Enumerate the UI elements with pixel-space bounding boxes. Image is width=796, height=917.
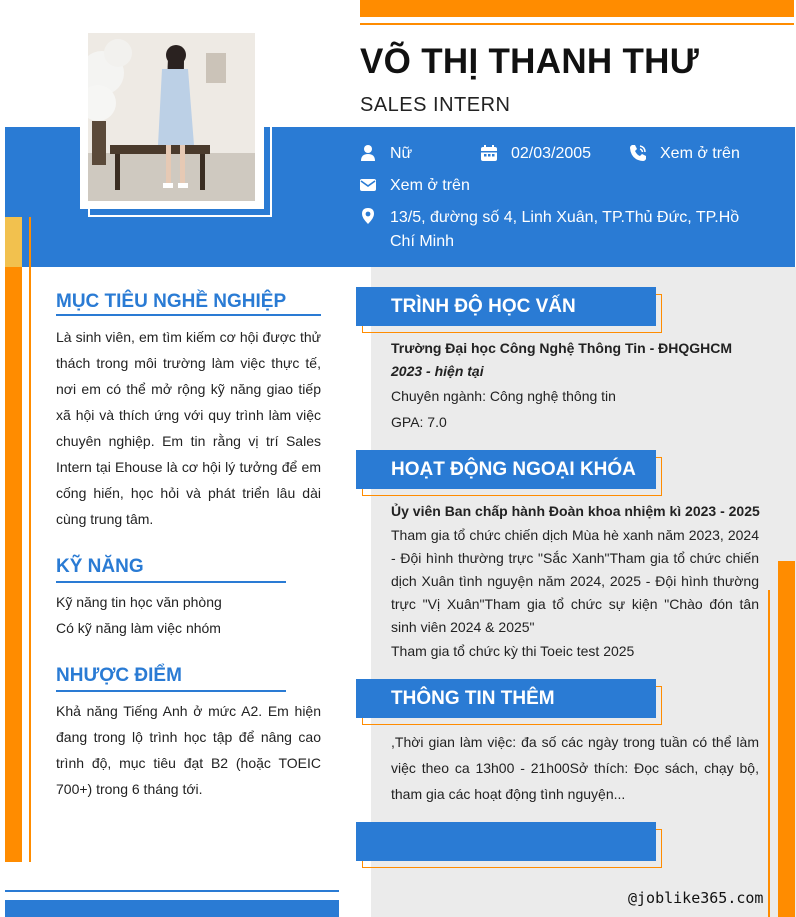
skills-underline [56,581,286,583]
activity-description: Tham gia tổ chức chiến dịch Mùa hè xanh năm 2023, 2024 - Đội hình thường trực "Sắc Xanh"Tham gia tổ chức chiến dịch Xuân tình nguyện năm 2024, 2025 - Đội hình thường trực "Vị Xuân"Tham gia tổ chức sự kiện "Chào đón tân sinh viên 2024 & 2025" [391,527,759,635]
education-heading: TRÌNH ĐỘ HỌC VẤN [391,296,576,317]
more-info-text: ,Thời gian làm việc: đa số các ngày trong tuần có thể làm việc theo ca 13h00 - 21h00Sở thích: Đọc sách, chạy bộ, tham gia các hoạt động tình nguyện... [391,734,759,802]
phone-value: Xem ở trên [660,145,740,162]
left-accent-line [29,217,31,862]
top-accent-bar [360,0,794,17]
activities-heading: HOẠT ĐỘNG NGOẠI KHÓA [391,459,636,480]
bottom-accent-line [5,890,339,892]
objective-heading: MỤC TIÊU NGHỀ NGHIỆP [56,291,287,312]
activity-extra: Tham gia tổ chức kỳ thi Toeic test 2025 [391,643,635,659]
email-value: Xem ở trên [390,177,470,194]
location-icon [359,207,377,225]
weakness-text: Khả năng Tiếng Anh ở mức A2. Em hiện đang trong lộ trình học tập để nâng cao trình độ, mục tiêu đạt B2 (hoặc TOEIC 700+) trong 6 tháng tới. [56,703,321,797]
phone-icon [629,144,647,162]
more-info-heading: THÔNG TIN THÊM [391,688,555,709]
major: Chuyên ngành: Công nghệ thông tin [391,388,616,404]
left-accent-yellow [5,217,22,267]
skill-item: Có kỹ năng làm việc nhóm [56,620,221,636]
gpa: GPA: 7.0 [391,414,447,430]
gender-value: Nữ [390,145,413,162]
top-accent-line [360,23,794,25]
skills-heading: KỸ NĂNG [56,556,144,577]
right-accent-bar [778,561,795,917]
calendar-icon [480,144,498,162]
right-accent-line [768,590,770,917]
weakness-underline [56,690,286,692]
birthdate-value: 02/03/2005 [511,145,592,162]
weakness-heading: NHƯỢC ĐIỂM [56,665,182,686]
job-title: SALES INTERN [360,94,511,116]
skill-item: Kỹ năng tin học văn phòng [56,594,222,610]
objective-underline [56,314,321,316]
study-period: 2023 - hiện tại [391,363,484,379]
candidate-name: VÕ THỊ THANH THƯ [360,42,700,81]
objective-text: Là sinh viên, em tìm kiếm cơ hội được thử thách trong môi trường làm việc thực tế, nơi em có thể mở rộng kỹ năng giao tiếp xã hội và thích ứng với quy trình làm việc chuyên nghiệp. Em tin rằng vị trí Sales Intern tại Ehouse là cơ hội lý tưởng để em cống hiến, học hỏi và phát triển lâu dài cùng trung tâm. [56,329,321,527]
user-icon [359,144,377,162]
profile-photo [88,33,255,201]
activity-role: Ủy viên Ban chấp hành Đoàn khoa nhiệm kì 2023 - 2025 [391,503,760,519]
school-name: Trường Đại học Công Nghệ Thông Tin - ĐHQGHCM [391,340,733,356]
email-icon [359,176,377,194]
left-accent-bar [5,267,22,862]
empty-section-box [356,822,656,861]
footer-watermark: @joblike365.com [628,889,764,907]
address-value: 13/5, đường số 4, Linh Xuân, TP.Thủ Đức, TP.Hồ Chí Minh [390,209,740,250]
bottom-accent-bar [5,900,339,917]
